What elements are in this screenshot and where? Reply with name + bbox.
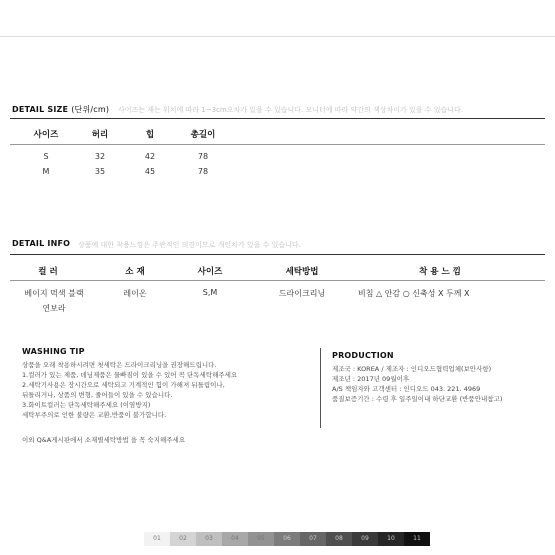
list-item: 세탁부주의로 인한 불량은 교환,반품이 불가합니다. xyxy=(22,411,167,419)
swatch-label: 01 xyxy=(153,535,161,542)
swatch-label: 03 xyxy=(205,535,213,542)
table-cell: S xyxy=(43,152,49,161)
swatch-02 xyxy=(170,532,196,546)
table-cell: 42 xyxy=(144,152,156,161)
list-item: 뒤틀리거나, 상품의 변형, 줄어들이 있을 수 있습니다. xyxy=(22,391,173,399)
production-row: A/S 책임자와 고객센터 : 인디오드 043. 221. 4969 xyxy=(332,385,481,393)
detail-info-note: 상품에 대한 착용느낌은 주관적인 의견이므로 개인차가 있을 수 있습니다. xyxy=(78,241,301,249)
table-cell: 78 xyxy=(197,152,209,161)
table-cell: 32 xyxy=(94,152,106,161)
color-header: 컬 러 xyxy=(38,267,58,277)
detail-size-rule xyxy=(10,118,545,119)
swatch-label: 06 xyxy=(283,535,291,542)
swatch-label: 10 xyxy=(387,535,395,542)
size-value: S,M xyxy=(202,288,218,297)
list-item: 2.세탁기사용은 장시간으로 세탁되고 기계적인 힘이 가해져 뒤틀림이나, xyxy=(22,381,225,389)
detail-size-heading xyxy=(12,104,109,115)
feel-value: 비침 △ 안감 ○ 신축성 X 두께 X xyxy=(358,289,470,298)
washing-tip-footer: 이외 Q&A게시판에서 소재별세탁방법 을 꼭 숙지해주세요 xyxy=(22,436,186,444)
detail-info-rule xyxy=(10,254,545,255)
swatch-label: 07 xyxy=(309,535,317,542)
list-item: 상품을 오래 착용하시려면 첫세탁은 드라이크리닝을 권장해드립니다. xyxy=(22,361,217,369)
production-value: 제조자 : 인디오드협력업체(보안사항) xyxy=(385,365,492,373)
detail-size-unit: (단위/cm) xyxy=(71,105,110,114)
washing-tip-title: WASHING TIP xyxy=(22,347,85,356)
material-header: 소 재 xyxy=(125,267,145,277)
swatch-label: 04 xyxy=(231,535,239,542)
production-row: 품질보증기간 : 수령 후 일주일이내 하단교환 (반품안내참고) xyxy=(332,395,503,403)
size-table-rule xyxy=(10,144,545,145)
waist-header: 허리 xyxy=(91,130,109,140)
swatch-07 xyxy=(300,532,326,546)
production-label: 제조국 : KOREA / xyxy=(332,365,384,373)
detail-info-title: DETAIL INFO xyxy=(12,239,71,248)
swatch-09 xyxy=(352,532,378,546)
detail-size-title: DETAIL SIZE xyxy=(12,105,69,114)
info-table-rule xyxy=(10,280,545,281)
table-cell: 35 xyxy=(94,167,106,176)
length-header: 총길이 xyxy=(190,130,216,140)
hip-header: 힙 xyxy=(145,130,155,140)
swatch-04 xyxy=(222,532,248,546)
swatch-05 xyxy=(248,532,274,546)
material-value: 레이온 xyxy=(123,289,147,298)
swatch-11 xyxy=(404,532,430,546)
production-info xyxy=(332,364,547,404)
washing-value: 드라이크리닝 xyxy=(278,289,326,298)
washing-tip-list xyxy=(22,360,322,420)
color-value-1: 베이지 먹색 블랙 xyxy=(24,289,84,298)
color-value-2: 연보라 xyxy=(42,304,66,313)
size-header: 사이즈 xyxy=(33,130,59,140)
swatch-label: 08 xyxy=(335,535,343,542)
swatch-label: 09 xyxy=(361,535,369,542)
detail-size-note: 사이즈는 재는 위치에 따라 1~3cm오차가 있을 수 있습니다. 모니터에 따라 약간의 색상차이가 있을 수 있습니다. xyxy=(118,106,464,114)
table-cell: M xyxy=(42,167,50,176)
section-divider xyxy=(320,348,321,428)
list-item: 3.화이트컬러는 단독세탁해주세요 (이염방지) xyxy=(22,401,151,409)
list-item: 1.컬러가 있는 제품, 데님제품은 물빠짐이 있을 수 있어 꼭 단독세탁해주세요 xyxy=(22,371,238,379)
production-row xyxy=(332,364,547,374)
size-col-header: 사이즈 xyxy=(197,267,223,277)
swatch-10 xyxy=(378,532,404,546)
swatch-label: 05 xyxy=(257,535,265,542)
swatch-08 xyxy=(326,532,352,546)
production-title: PRODUCTION xyxy=(332,351,394,360)
swatch-label: 02 xyxy=(179,535,187,542)
table-cell: 45 xyxy=(144,167,156,176)
swatch-label: 11 xyxy=(413,535,421,542)
swatch-01 xyxy=(144,532,170,546)
swatch-06 xyxy=(274,532,300,546)
top-divider xyxy=(0,36,555,37)
table-cell: 78 xyxy=(197,167,209,176)
feel-header: 착 용 느 낌 xyxy=(419,267,461,277)
washing-header: 세탁방법 xyxy=(285,267,319,277)
production-row: 제조년 : 2017년 09월이후 xyxy=(332,375,410,383)
swatch-03 xyxy=(196,532,222,546)
